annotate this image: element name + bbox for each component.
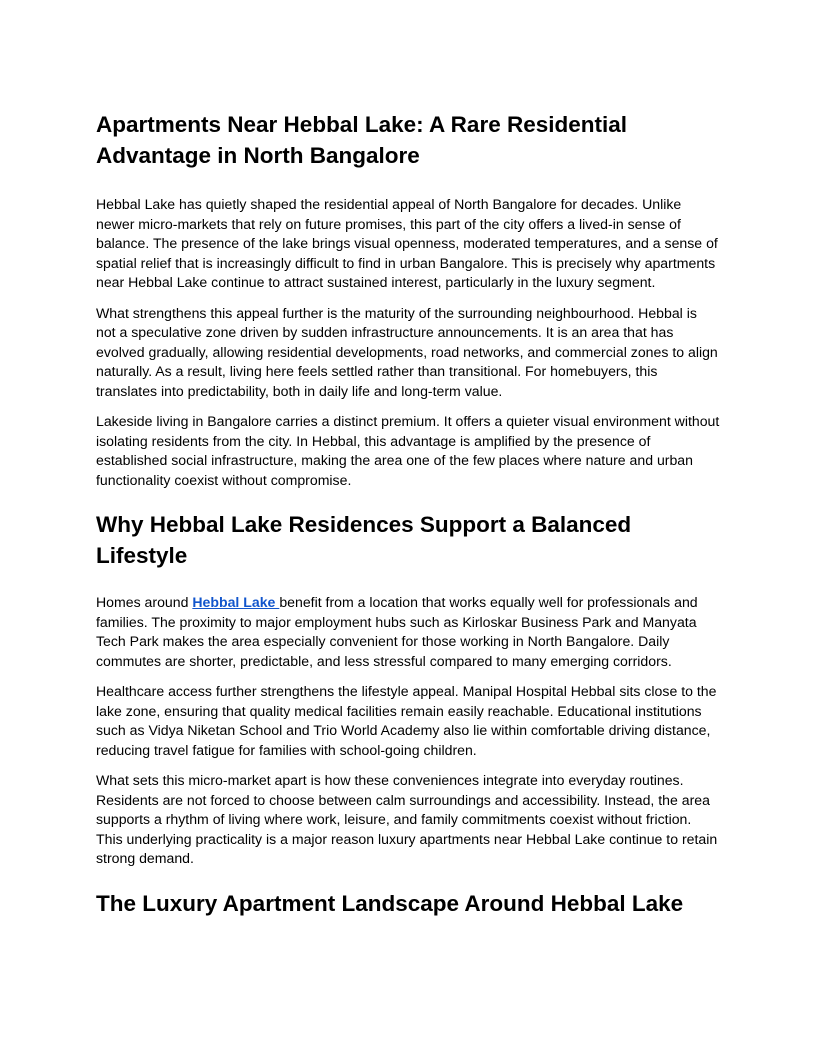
paragraph-text-before-link: Homes around [96, 594, 193, 610]
section2-paragraph-3: What sets this micro-market apart is how these conveniences integrate into everyday routines. Residents are not forced to choose between calm surroundings and accessibility. Instead, the area supports a rhythm of living where work, leisure, and family commitments coexist without friction. This underlying practicality is a major reason luxury apartments near Hebbal Lake continue to retain strong demand. [96, 772, 718, 866]
paragraph-text-after-link: benefit from a location that works equally well for professionals and families. The proximity to major employment hubs such as Kirloskar Business Park and Manyata Tech Park makes the area especially convenient for those working in North Bangalore. Daily commutes are shorter, predictable, and less stressful compared to many emerging corridors. [96, 594, 698, 669]
section3-heading: The Luxury Apartment Landscape Around Hebbal Lake [96, 890, 684, 916]
section1-paragraph-2: What strengthens this appeal further is the maturity of the surrounding neighbourhood. Hebbal is not a speculative zone driven by sudden infrastructure announcements. It is an area that has evolved gradually, allowing residential developments, road networks, and commercial zones to align naturally. As a result, living here feels settled rather than transitional. For homebuyers, this translates into predictability, both in daily life and long-term value. [96, 304, 718, 399]
section2-paragraph-2: Healthcare access further strengthens the lifestyle appeal. Manipal Hospital Hebbal sits close to the lake zone, ensuring that quality medical facilities remain easily reachable. Educational institutions such as Vidya Niketan School and Trio World Academy also lie within comfortable driving distance, reducing travel fatigue for families with school-going children. [96, 683, 717, 758]
main-heading: Apartments Near Hebbal Lake: A Rare Residential Advantage in North Bangalore [96, 112, 628, 168]
section2-paragraph-1 [96, 593, 720, 671]
document-page [96, 110, 720, 919]
hebbal-lake-link[interactable]: Hebbal Lake [192, 594, 280, 610]
section1-paragraph-1: Hebbal Lake has quietly shaped the residential appeal of North Bangalore for decades. Unlike newer micro-markets that rely on future promises, this part of the city offers a lived-in sense of balance. The presence of the lake brings visual openness, moderated temperatures, and a sense of spatial relief that is increasingly difficult to find in urban Bangalore. This is precisely why apartments near Hebbal Lake continue to attract sustained interest, particularly in the luxury segment. [96, 196, 718, 290]
section1-paragraph-3: Lakeside living in Bangalore carries a distinct premium. It offers a quieter visual environment without isolating residents from the city. In Hebbal, this advantage is amplified by the presence of established social infrastructure, making the area one of the few places where nature and urban functionality coexist without compromise. [96, 413, 720, 488]
section2-heading: Why Hebbal Lake Residences Support a Balanced Lifestyle [96, 512, 632, 568]
